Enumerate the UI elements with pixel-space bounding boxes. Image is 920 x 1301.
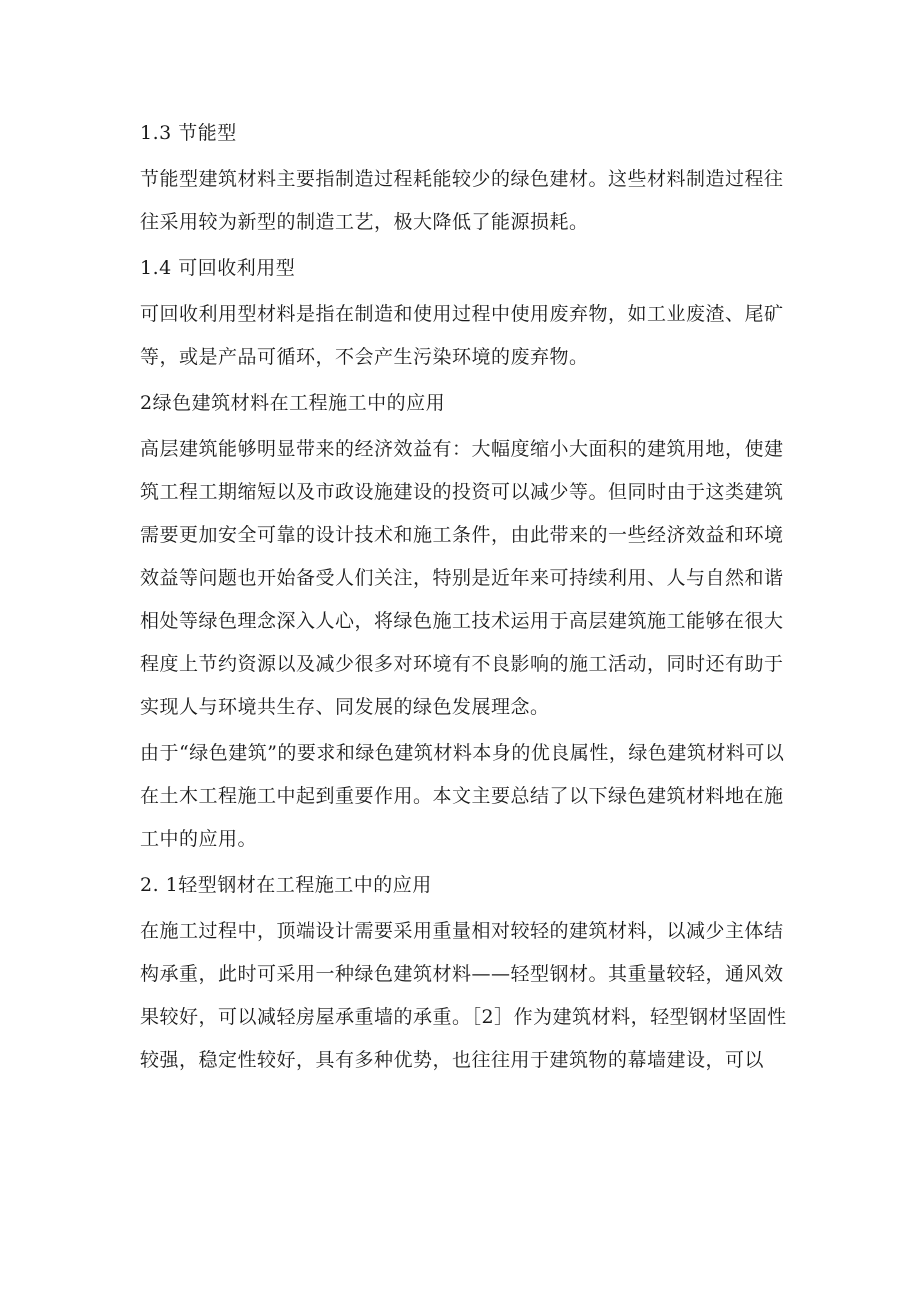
heading-2-1: 2. 1轻型钢材在工程施工中的应用 [140, 874, 432, 896]
heading-1-4: 1.4 可回收利用型 [140, 257, 296, 279]
paragraph-light-steel: 在施工过程中，顶端设计需要采用重量相对较轻的建筑材料，以减少主体结构承重，此时可采用一种绿色建筑材料——轻型钢材。其重量较轻，通风效果较好，可以减轻房屋承重墙的承重。［2］作为建筑材料，轻型钢材坚固性较强，稳定性较好，具有多种优势，也往往用于建筑物的幕墙建设，可以 [140, 920, 787, 1071]
paragraph-green-building: 由于“绿色建筑”的要求和绿色建筑材料本身的优良属性，绿色建筑材料可以在土木工程施工中起到重要作用。本文主要总结了以下绿色建筑材料地在施工中的应用。 [140, 742, 785, 850]
paragraph-recyclable: 可回收利用型材料是指在制造和使用过程中使用废弃物，如工业废渣、尾矿等，或是产品可循环，不会产生污染环境的废弃物。 [140, 303, 784, 368]
paragraph-energy-saving: 节能型建筑材料主要指制造过程耗能较少的绿色建材。这些材料制造过程往往采用较为新型的制造工艺，极大降低了能源损耗。 [140, 168, 784, 233]
heading-2: 2绿色建筑材料在工程施工中的应用 [140, 392, 446, 414]
paragraph-high-rise: 高层建筑能够明显带来的经济效益有：大幅度缩小大面积的建筑用地，使建筑工程工期缩短以及市政设施建设的投资可以减少等。但同时由于这类建筑需要更加安全可靠的设计技术和施工条件，由此带来的一些经济效益和环境效益等问题也开始备受人们关注，特别是近年来可持续利用、人与自然和谐相处等绿色理念深入人心，将绿色施工技术运用于高层建筑施工能够在很大程度上节约资源以及减少很多对环境有不良影响的施工活动，同时还有助于实现人与环境共生存、同发展的绿色发展理念。 [140, 438, 784, 718]
heading-1-3: 1.3 节能型 [140, 122, 237, 144]
